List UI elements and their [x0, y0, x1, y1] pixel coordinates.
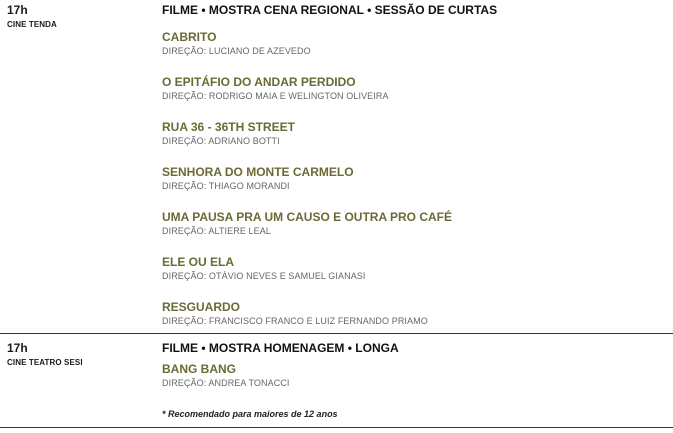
film-title[interactable]: BANG BANG: [162, 362, 236, 376]
film-director: DIREÇÃO: FRANCISCO FRANCO E LUIZ FERNANDO PRIAMO: [162, 316, 428, 326]
film-item: [162, 75, 389, 102]
film-item: [162, 362, 290, 389]
session-heading: FILME • MOSTRA HOMENAGEM • LONGA: [162, 341, 399, 355]
session-heading: FILME • MOSTRA CENA REGIONAL • SESSÃO DE CURTAS: [162, 3, 498, 17]
session-venue: CINE TENDA: [7, 20, 57, 29]
film-director: DIREÇÃO: OTÁVIO NEVES E SAMUEL GIANASI: [162, 271, 366, 281]
section-divider: [0, 333, 673, 334]
film-director: DIREÇÃO: ANDREA TONACCI: [162, 378, 290, 388]
film-item: [162, 210, 452, 237]
film-title[interactable]: UMA PAUSA PRA UM CAUSO E OUTRA PRO CAFÉ: [162, 210, 453, 224]
film-title[interactable]: RESGUARDO: [162, 300, 241, 314]
film-director: DIREÇÃO: ALTIERE LEAL: [162, 226, 271, 236]
film-director: DIREÇÃO: THIAGO MORANDI: [162, 181, 290, 191]
film-item: [162, 255, 366, 282]
film-title[interactable]: CABRITO: [162, 30, 217, 44]
section-divider: [0, 427, 673, 428]
film-title[interactable]: ELE OU ELA: [162, 255, 235, 269]
age-rating-note: * Recomendado para maiores de 12 anos: [162, 409, 338, 419]
film-item: [162, 30, 311, 57]
film-director: DIREÇÃO: LUCIANO DE AZEVEDO: [162, 46, 311, 56]
film-title[interactable]: RUA 36 - 36TH STREET: [162, 120, 295, 134]
session-venue: CINE TEATRO SESI: [7, 358, 83, 367]
session-time: 17h: [7, 341, 28, 355]
film-item: [162, 165, 354, 192]
film-item: [162, 120, 295, 147]
session-time: 17h: [7, 3, 28, 17]
film-director: DIREÇÃO: ADRIANO BOTTI: [162, 136, 280, 146]
film-director: DIREÇÃO: RODRIGO MAIA E WELINGTON OLIVEIRA: [162, 91, 389, 101]
film-title[interactable]: SENHORA DO MONTE CARMELO: [162, 165, 354, 179]
film-item: [162, 300, 428, 327]
film-title[interactable]: O EPITÁFIO DO ANDAR PERDIDO: [162, 75, 356, 89]
